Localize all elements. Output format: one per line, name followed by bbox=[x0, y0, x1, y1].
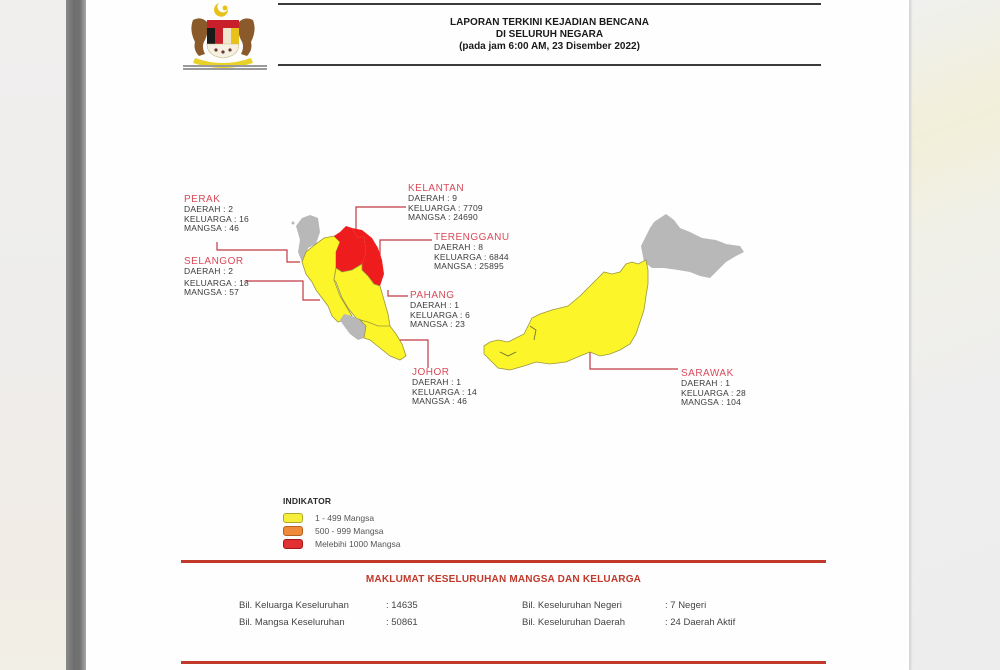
summary-value-mangsa: : 50861 bbox=[386, 617, 418, 628]
state-label-sarawak bbox=[681, 368, 746, 408]
state-daerah: DAERAH : 1 bbox=[410, 300, 460, 310]
legend-label: Melebihi 1000 Mangsa bbox=[315, 538, 401, 549]
legend-swatch-orange bbox=[283, 526, 303, 536]
legend bbox=[283, 496, 401, 550]
state-keluarga: KELUARGA : 18 bbox=[184, 277, 249, 288]
state-name: SARAWAK bbox=[681, 368, 734, 379]
legend-swatch-red bbox=[283, 539, 303, 549]
summary-label-keluarga: Bil. Keluarga Keseluruhan bbox=[239, 600, 349, 611]
state-keluarga: KELUARGA : 28 bbox=[681, 387, 746, 398]
summary-rule-bottom bbox=[181, 661, 826, 664]
state-daerah: DAERAH : 1 bbox=[412, 377, 462, 387]
state-keluarga: KELUARGA : 14 bbox=[412, 386, 477, 397]
state-name: PERAK bbox=[184, 194, 221, 205]
region-sabah bbox=[641, 214, 744, 278]
state-mangsa: MANGSA : 23 bbox=[410, 319, 466, 329]
state-daerah: DAERAH : 2 bbox=[184, 266, 234, 276]
state-daerah: DAERAH : 8 bbox=[434, 242, 484, 252]
state-mangsa: MANGSA : 25895 bbox=[434, 261, 504, 271]
state-keluarga: KELUARGA : 7709 bbox=[408, 202, 483, 213]
state-name: JOHOR bbox=[412, 367, 450, 378]
region-johor bbox=[360, 320, 406, 360]
summary-label-mangsa: Bil. Mangsa Keseluruhan bbox=[239, 617, 345, 628]
state-name: SELANGOR bbox=[184, 256, 244, 267]
legend-item-high bbox=[283, 537, 401, 550]
state-label-pahang bbox=[410, 290, 470, 330]
state-mangsa: MANGSA : 46 bbox=[184, 223, 240, 233]
summary-title: MAKLUMAT KESELURUHAN MANGSA DAN KELUARGA bbox=[365, 574, 642, 585]
state-name: KELANTAN bbox=[408, 183, 465, 194]
legend-item-medium bbox=[283, 524, 401, 537]
state-keluarga: KELUARGA : 6 bbox=[410, 309, 471, 320]
summary-label-negeri: Bil. Keseluruhan Negeri bbox=[522, 600, 622, 611]
state-label-terengganu bbox=[434, 232, 510, 272]
legend-item-low bbox=[283, 511, 401, 524]
legend-label: 1 - 499 Mangsa bbox=[315, 512, 375, 523]
state-label-kelantan bbox=[408, 183, 483, 223]
state-mangsa: MANGSA : 57 bbox=[184, 287, 240, 297]
state-mangsa: MANGSA : 46 bbox=[412, 396, 468, 406]
state-label-selangor bbox=[184, 256, 249, 298]
state-name: TERENGGANU bbox=[434, 232, 510, 243]
state-mangsa: MANGSA : 104 bbox=[681, 397, 742, 407]
state-keluarga: KELUARGA : 6844 bbox=[434, 251, 509, 262]
legend-swatch-yellow bbox=[283, 513, 303, 523]
summary-rule-top bbox=[181, 560, 826, 563]
summary-value-negeri: : 7 Negeri bbox=[665, 600, 707, 611]
summary-label-daerah: Bil. Keseluruhan Daerah bbox=[522, 617, 625, 628]
state-label-perak bbox=[184, 194, 249, 234]
state-name: PAHANG bbox=[410, 290, 455, 301]
title-line-2: DI SELURUH NEGARA bbox=[495, 29, 604, 40]
state-daerah: DAERAH : 1 bbox=[681, 378, 731, 388]
summary-value-daerah: : 24 Daerah Aktif bbox=[665, 617, 736, 628]
legend-title: INDIKATOR bbox=[283, 496, 332, 506]
state-keluarga: KELUARGA : 16 bbox=[184, 213, 249, 224]
summary-value-keluarga: : 14635 bbox=[386, 600, 418, 611]
legend-label: 500 - 999 Mangsa bbox=[315, 525, 384, 536]
state-daerah: DAERAH : 2 bbox=[184, 204, 234, 214]
state-daerah: DAERAH : 9 bbox=[408, 193, 458, 203]
state-mangsa: MANGSA : 24690 bbox=[408, 212, 478, 222]
title-line-1: LAPORAN TERKINI KEJADIAN BENCANA bbox=[450, 17, 649, 28]
state-label-johor bbox=[412, 367, 477, 407]
region-sarawak bbox=[484, 260, 648, 370]
title-line-3: (pada jam 6:00 AM, 23 Disember 2022) bbox=[459, 41, 640, 52]
